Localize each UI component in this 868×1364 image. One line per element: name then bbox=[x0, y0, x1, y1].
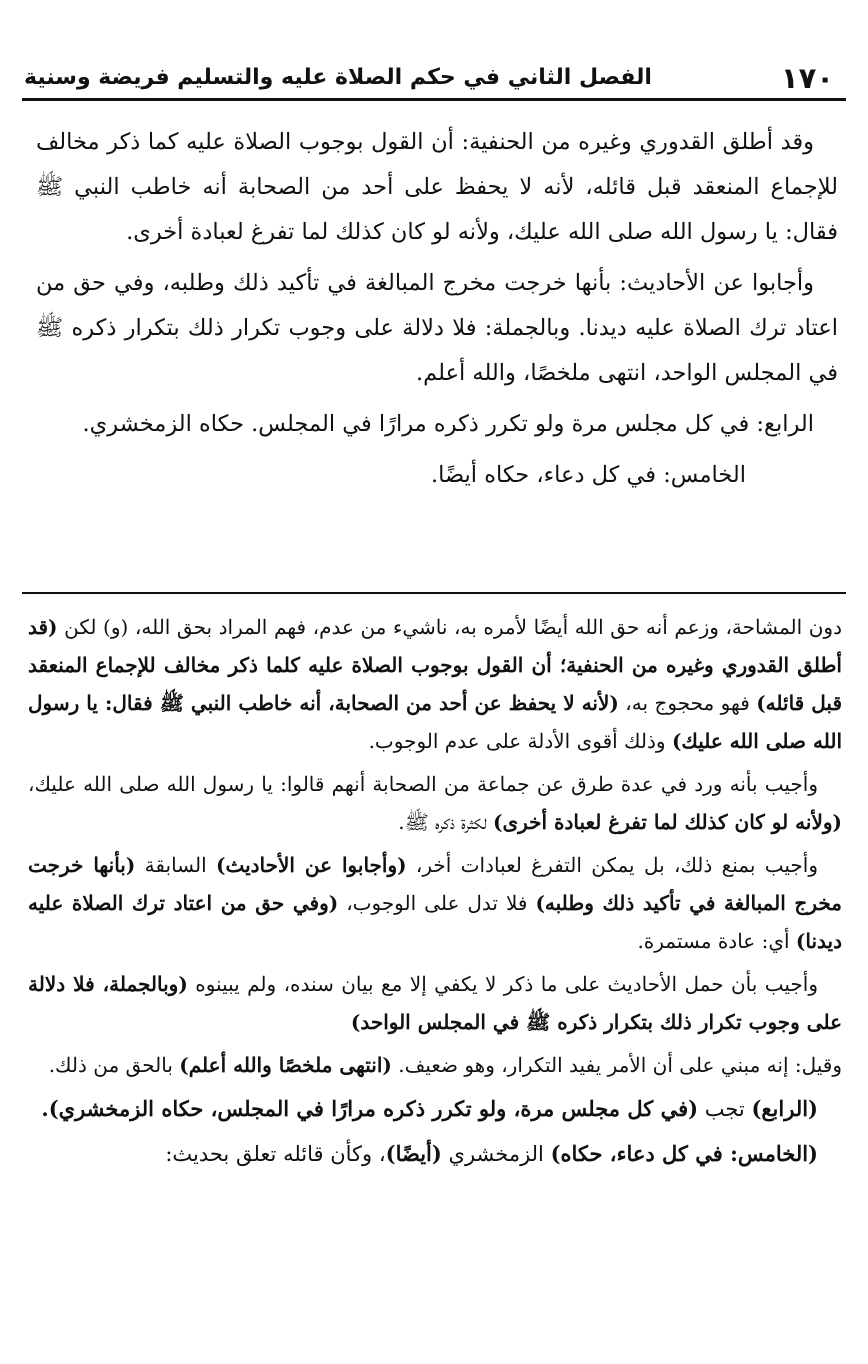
commentary-text: بالحق من ذلك. bbox=[48, 1053, 180, 1077]
commentary-text: وقيل: إنه مبني على أن الأمر يفيد التكرار، وهو ضعيف. bbox=[391, 1053, 842, 1077]
commentary-text: السابقة bbox=[135, 853, 216, 877]
commentary bbox=[28, 608, 842, 1179]
commentary-text: وأجيب بأن حمل الأحاديث على ما ذكر لا يكفي إلا مع بيان سنده، ولم يبينوه bbox=[187, 972, 818, 996]
commentary-text: أي: عادة مستمرة. bbox=[637, 929, 796, 953]
commentary-paragraph-2 bbox=[28, 765, 842, 841]
commentary-text: فلا تدل على الوجوب، bbox=[338, 891, 536, 915]
quoted-matn: (بأنها خرجت مخرج المبالغة في تأكيد ذلك وطلبه) bbox=[28, 853, 842, 915]
commentary-text: وذلك أقوى الأدلة على عدم الوجوب. bbox=[368, 729, 672, 753]
commentary-text: لكثرة ذكره ﷺ. bbox=[398, 810, 494, 834]
quoted-matn: (ولأنه لو كان كذلك لما تفرغ لعبادة أخرى) bbox=[493, 810, 842, 834]
page-number: ١٧٠ bbox=[780, 61, 834, 95]
page-header bbox=[22, 52, 846, 96]
quoted-matn: (أيضًا) bbox=[385, 1141, 442, 1166]
commentary-paragraph-1 bbox=[28, 608, 842, 760]
commentary-text: الزمخشري bbox=[441, 1142, 551, 1166]
quoted-matn: (وبالجملة، فلا دلالة على وجوب تكرار ذلك بتكرار ذكره ﷺ في المجلس الواحد) bbox=[28, 972, 842, 1034]
quoted-matn: (وفي حق من اعتاد ترك الصلاة عليه ديدنا) bbox=[28, 891, 842, 953]
main-text bbox=[36, 120, 838, 504]
commentary-paragraph-5 bbox=[28, 1046, 842, 1084]
header-rule bbox=[22, 98, 846, 101]
main-paragraph-2: وأجابوا عن الأحاديث: بأنها خرجت مخرج المبالغة في تأكيد ذلك وطلبه، وفي حق من اعتاد ترك الصلاة عليه ديدنا. وبالجملة: فلا دلالة على وجوب تكرار ذلك بتكرار ذكره ﷺ في المجلس الواحد، انتهى ملخصًا، والله أعلم. bbox=[36, 270, 838, 386]
commentary-text: تجب bbox=[698, 1097, 752, 1121]
quoted-matn: (لأنه لا يحفظ عن أحد من الصحابة، أنه خاطب النبي ﷺ فقال: يا رسول الله صلى الله عليك) bbox=[28, 691, 842, 753]
commentary-paragraph-7 bbox=[28, 1134, 842, 1174]
quoted-matn: (الرابع) bbox=[751, 1096, 818, 1121]
quoted-matn: (الخامس: في كل دعاء، حكاه) bbox=[550, 1141, 818, 1166]
quoted-matn: (قد أطلق القدوري وغيره من الحنفية؛ أن القول بوجوب الصلاة عليه كلما ذكر مخالف للإجماع المنعقد قبل قائله) bbox=[28, 615, 843, 715]
quoted-matn: (في كل مجلس مرة، ولو تكرر ذكره مرارًا في المجلس، حكاه الزمخشري). bbox=[41, 1096, 699, 1121]
main-paragraph-3: الرابع: في كل مجلس مرة ولو تكرر ذكره مرارًا في المجلس. حكاه الزمخشري. bbox=[82, 411, 814, 437]
commentary-text: فهو محجوج به، bbox=[618, 691, 757, 715]
running-title: الفصل الثاني في حكم الصلاة عليه والتسليم فريضة وسنية bbox=[24, 65, 652, 90]
commentary-paragraph-4 bbox=[28, 965, 842, 1041]
commentary-text: وأجيب بمنع ذلك، بل يمكن التفرغ لعبادات أخر، bbox=[406, 853, 819, 877]
quoted-matn: (وأجابوا عن الأحاديث) bbox=[215, 853, 407, 877]
commentary-divider bbox=[22, 592, 846, 594]
commentary-text: دون المشاحة، وزعم أنه حق الله أيضًا لأمره به، ناشيء من عدم، فهم المراد بحق الله، (و) لكن bbox=[57, 615, 842, 639]
commentary-text: وأجيب بأنه ورد في عدة طرق عن جماعة من الصحابة أنهم قالوا: يا رسول الله صلى الله عليك، bbox=[28, 772, 818, 796]
main-paragraph-1: وقد أطلق القدوري وغيره من الحنفية: أن القول بوجوب الصلاة عليه كما ذكر مخالف للإجماع المنعقد قبل قائله، لأنه لا يحفظ على أحد من الصحابة أنه خاطب النبي ﷺ فقال: يا رسول الله صلى الله عليك، ولأنه لو كان كذلك لما تفرغ لعبادة أخرى. bbox=[36, 129, 838, 245]
commentary-text: ، وكأن قائله تعلق بحديث: bbox=[165, 1142, 386, 1166]
quoted-matn: (انتهى ملخصًا والله أعلم) bbox=[179, 1053, 392, 1077]
commentary-paragraph-3 bbox=[28, 846, 842, 960]
main-paragraph-4: الخامس: في كل دعاء، حكاه أيضًا. bbox=[431, 462, 746, 488]
commentary-paragraph-6 bbox=[28, 1089, 842, 1129]
